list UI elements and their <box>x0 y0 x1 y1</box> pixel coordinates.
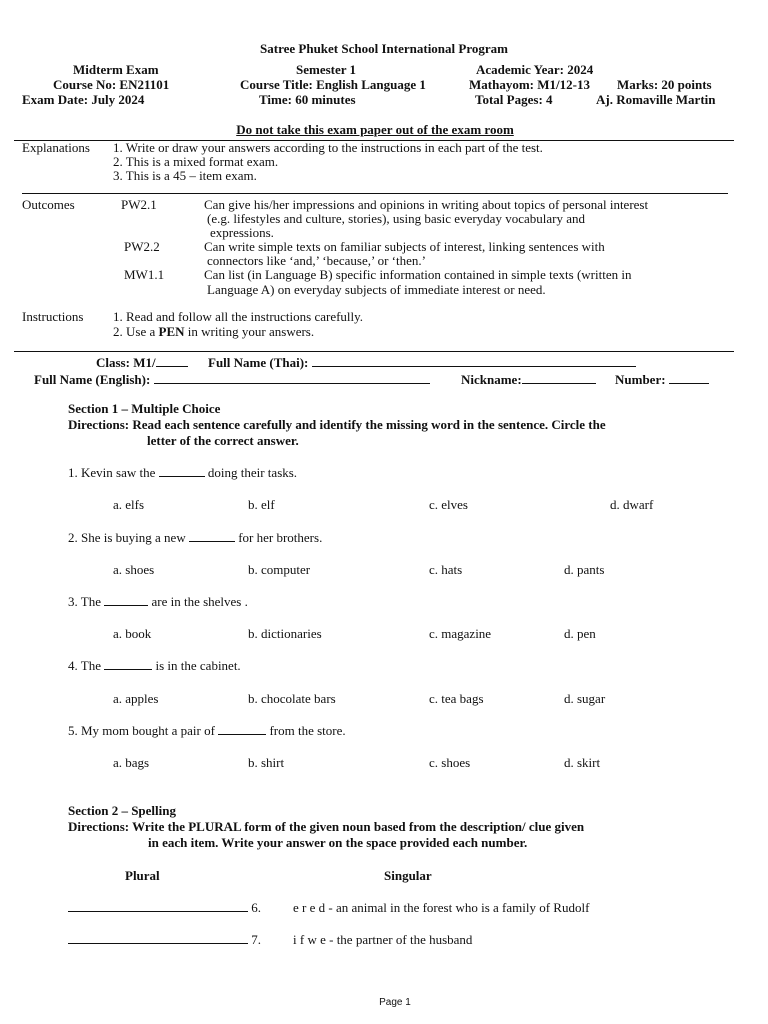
fullname-thai-label: Full Name (Thai): <box>208 355 309 370</box>
answer-blank[interactable] <box>104 594 148 606</box>
item-number: 7. <box>251 932 261 947</box>
question <box>68 658 241 674</box>
instruction-text: in writing your answers. <box>184 324 315 339</box>
choice[interactable]: d. pen <box>564 626 596 641</box>
column-singular: Singular <box>384 868 432 883</box>
nickname-blank[interactable] <box>522 372 596 384</box>
number-label: Number: <box>615 372 666 387</box>
explanations-label: Explanations <box>22 140 90 155</box>
choice[interactable]: a. apples <box>113 691 159 706</box>
outcome-text: Language A) on everyday subjects of immediate interest or need. <box>207 282 546 297</box>
exam-warning: Do not take this exam paper out of the exam room <box>236 122 514 137</box>
academic-year: Academic Year: 2024 <box>476 62 594 77</box>
number-field[interactable] <box>615 372 709 388</box>
explanation-item: 3. This is a 45 – item exam. <box>113 168 257 183</box>
fullname-english-blank[interactable] <box>154 372 430 384</box>
fullname-thai-field[interactable] <box>208 355 636 371</box>
divider <box>22 193 728 194</box>
choice[interactable]: a. bags <box>113 755 150 770</box>
choice[interactable]: c. tea bags <box>429 691 484 706</box>
answer-blank[interactable] <box>189 530 235 542</box>
outcome-text: expressions. <box>210 225 274 240</box>
explanation-item: 1. Write or draw your answers according to the instructions in each part of the test. <box>113 140 543 155</box>
section2-directions: Directions: Write the PLURAL form of the given noun based from the description/ clue given <box>68 819 585 834</box>
instruction-emphasis: PEN <box>158 324 185 339</box>
page-number: Page 1 <box>379 997 411 1008</box>
question-text: from the store. <box>266 723 346 738</box>
choice[interactable]: a. book <box>113 626 152 641</box>
choice[interactable]: d. dwarf <box>610 497 654 512</box>
outcome-text: (e.g. lifestyles and culture, stories), using basic everyday vocabulary and <box>207 211 585 226</box>
choice[interactable]: d. pants <box>564 562 605 577</box>
choice[interactable]: c. hats <box>429 562 463 577</box>
teacher-name: Aj. Romaville Martin <box>596 92 716 107</box>
question-text: doing their tasks. <box>204 465 298 480</box>
question-text: 5. My mom bought a pair of <box>68 723 219 738</box>
spelling-clue <box>293 900 589 916</box>
choice[interactable]: b. shirt <box>248 755 285 770</box>
answer-blank[interactable] <box>159 465 205 477</box>
section2-directions: in each item. Write your answer on the space provided each number. <box>148 835 528 850</box>
school-name: Satree Phuket School International Program <box>260 41 508 56</box>
choice[interactable]: c. elves <box>429 497 468 512</box>
choice[interactable]: c. shoes <box>429 755 471 770</box>
exam-date: Exam Date: July 2024 <box>22 92 145 107</box>
instruction-item <box>113 324 314 340</box>
clue-text: - an animal in the forest who is a family of Rudolf <box>325 900 590 915</box>
choice[interactable]: b. chocolate bars <box>248 691 336 706</box>
outcome-text: Can write simple texts on familiar subjects of interest, linking sentences with <box>204 239 605 254</box>
instruction-item: 1. Read and follow all the instructions carefully. <box>113 309 364 324</box>
question <box>68 465 297 481</box>
course-no: Course No: EN21101 <box>53 77 170 92</box>
exam-time: Time: 60 minutes <box>259 92 356 107</box>
outcomes-label: Outcomes <box>22 197 75 212</box>
answer-blank[interactable] <box>218 723 266 735</box>
choice[interactable]: b. dictionaries <box>248 626 322 641</box>
scrambled-letters: i f w e <box>293 932 326 947</box>
plural-answer-blank[interactable] <box>68 932 248 944</box>
question <box>68 594 248 610</box>
outcome-text: connectors like ‘and,’ ‘because,’ or ‘then.’ <box>207 253 426 268</box>
question-text: are in the shelves . <box>148 594 248 609</box>
question-text: is in the cabinet. <box>152 658 241 673</box>
outcome-code: MW1.1 <box>124 267 165 282</box>
section1-title: Section 1 – Multiple Choice <box>68 401 221 416</box>
class-blank[interactable] <box>156 355 188 367</box>
choice[interactable]: d. skirt <box>564 755 601 770</box>
plural-answer-blank[interactable] <box>68 900 248 912</box>
instruction-text: 2. Use a <box>113 324 159 339</box>
choice[interactable]: b. elf <box>248 497 275 512</box>
outcome-text: Can give his/her impressions and opinions in writing about topics of personal interest <box>204 197 649 212</box>
nickname-label: Nickname: <box>461 372 522 387</box>
section1-directions: Directions: Read each sentence carefully and identify the missing word in the sentence. Circle the <box>68 417 606 432</box>
question-text: for her brothers. <box>234 530 323 545</box>
outcome-code: PW2.2 <box>124 239 160 254</box>
total-pages: Total Pages: 4 <box>475 92 553 107</box>
section1-directions: letter of the correct answer. <box>147 433 299 448</box>
choice[interactable]: d. sugar <box>564 691 606 706</box>
question-text: 4. The <box>68 658 105 673</box>
nickname-field[interactable] <box>461 372 596 388</box>
divider <box>14 351 734 352</box>
column-plural: Plural <box>125 868 160 883</box>
exam-type: Midterm Exam <box>73 62 159 77</box>
semester: Semester 1 <box>296 62 357 77</box>
spelling-item <box>68 932 261 948</box>
question-text: 2. She is buying a new <box>68 530 189 545</box>
class-label: Class: M1/ <box>96 355 156 370</box>
section2-title: Section 2 – Spelling <box>68 803 176 818</box>
fullname-english-label: Full Name (English): <box>34 372 151 387</box>
question <box>68 723 346 739</box>
item-number: 6. <box>251 900 261 915</box>
question-text: 1. Kevin saw the <box>68 465 159 480</box>
course-title: Course Title: English Language 1 <box>240 77 426 92</box>
instructions-label: Instructions <box>22 309 84 324</box>
class-field[interactable] <box>96 355 188 371</box>
question-text: 3. The <box>68 594 105 609</box>
spelling-item <box>68 900 261 916</box>
scrambled-letters: e r e d <box>293 900 326 915</box>
outcome-text: Can list (in Language B) specific information contained in simple texts (written in <box>204 267 632 282</box>
answer-blank[interactable] <box>104 658 152 670</box>
spelling-clue <box>293 932 472 948</box>
fullname-english-field[interactable] <box>34 372 430 388</box>
clue-text: - the partner of the husband <box>325 932 473 947</box>
number-blank[interactable] <box>669 372 709 384</box>
mathayom: Mathayom: M1/12-13 <box>469 77 590 92</box>
outcome-code: PW2.1 <box>121 197 157 212</box>
explanation-item: 2. This is a mixed format exam. <box>113 154 279 169</box>
choice[interactable]: c. magazine <box>429 626 492 641</box>
question <box>68 530 322 546</box>
choice[interactable]: a. shoes <box>113 562 155 577</box>
choice[interactable]: a. elfs <box>113 497 145 512</box>
marks: Marks: 20 points <box>617 77 712 92</box>
choice[interactable]: b. computer <box>248 562 311 577</box>
fullname-thai-blank[interactable] <box>312 355 636 367</box>
